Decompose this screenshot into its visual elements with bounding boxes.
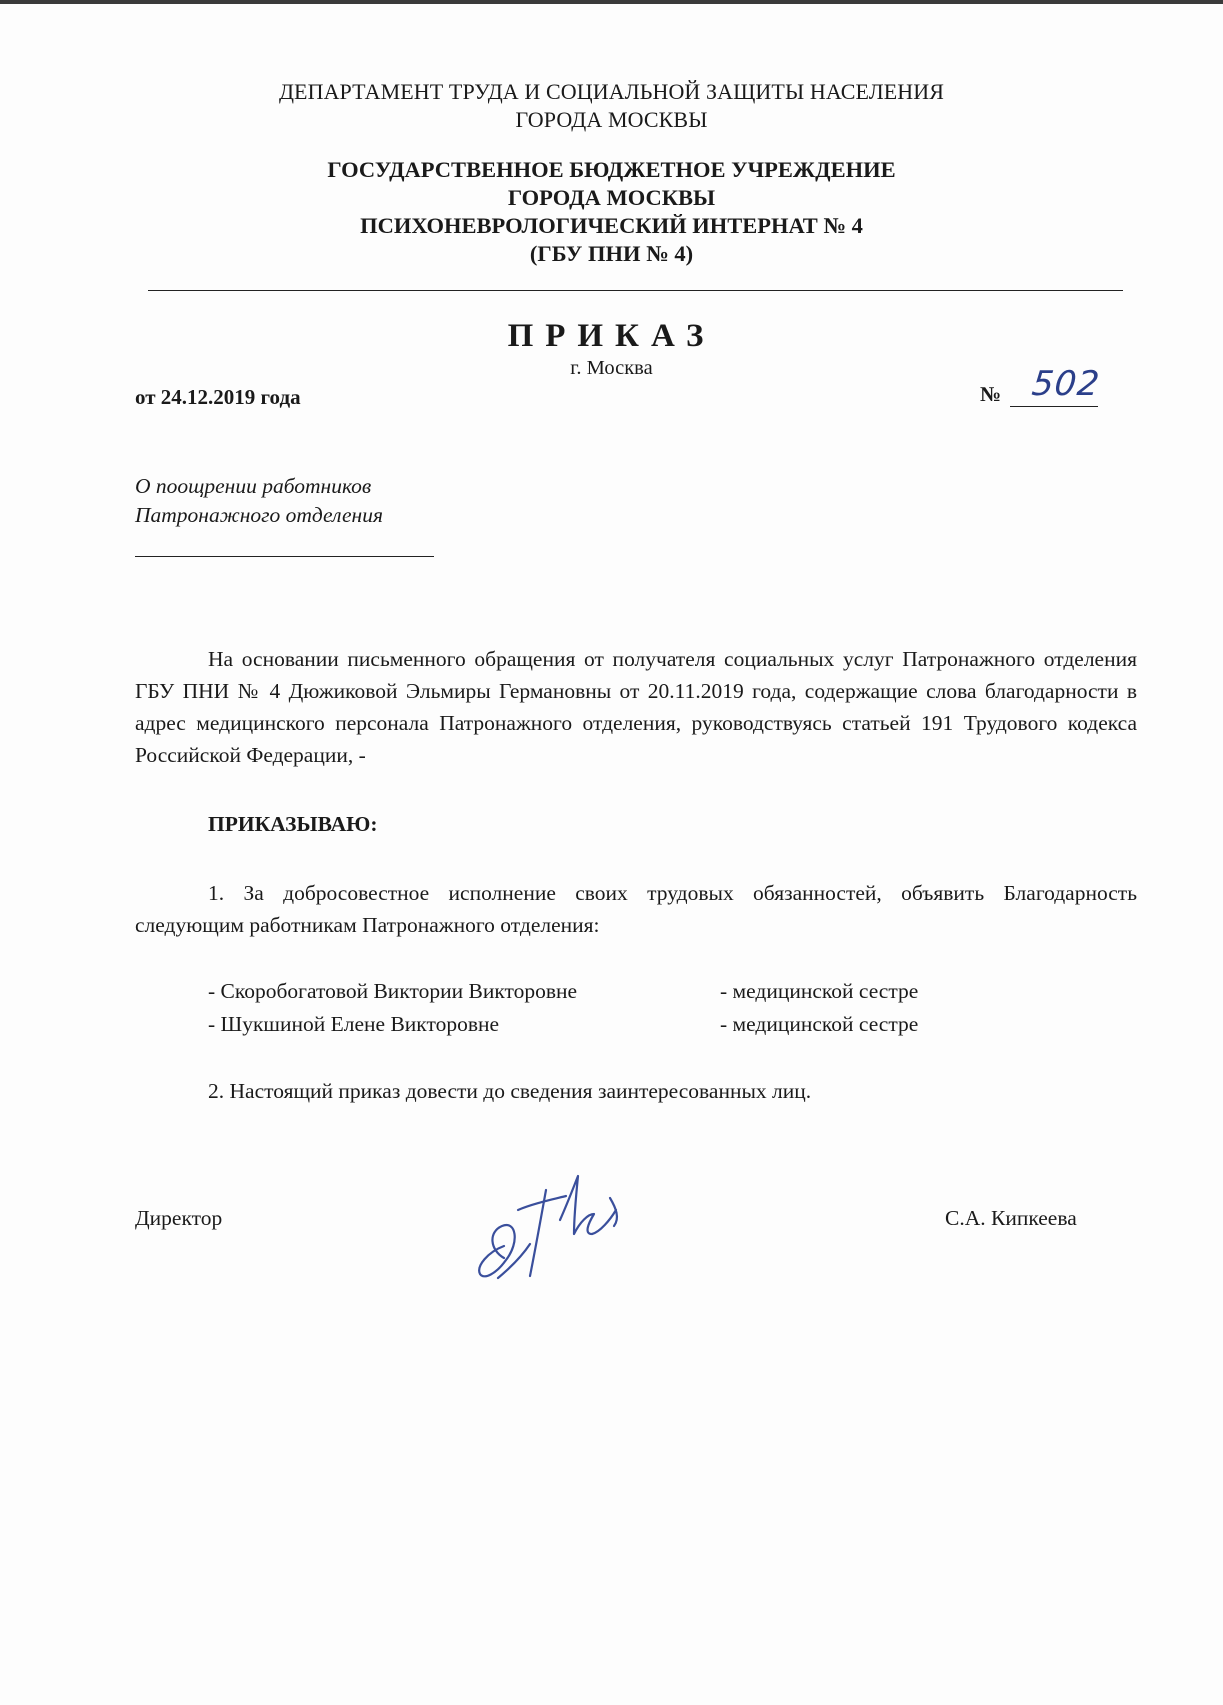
org-line-4: (ГБУ ПНИ № 4) [529, 241, 694, 266]
signatory-title: Директор [135, 1206, 223, 1230]
order-number-underline [1010, 406, 1098, 407]
order-item-2: 2. Настоящий приказ довести до сведения заинтересованных лиц. [208, 1079, 812, 1103]
department-header [0, 78, 1223, 134]
employee-name: - Шукшиной Елене Викторовне [208, 1012, 500, 1036]
scan-top-edge [0, 0, 1223, 4]
employee-role: - медицинской сестре [720, 1012, 919, 1036]
employee-name: - Скоробогатовой Виктории Викторовне [208, 979, 578, 1003]
department-line-2: ГОРОДА МОСКВЫ [515, 107, 708, 132]
header-divider [148, 290, 1123, 291]
order-date: от 24.12.2019 года [135, 385, 301, 409]
order-city: г. Москва [570, 357, 653, 379]
handwritten-signature [470, 1150, 670, 1295]
signatory-name: С.А. Кипкеева [945, 1206, 1077, 1230]
order-subject [135, 472, 383, 530]
org-line-3: ПСИХОНЕВРОЛОГИЧЕСКИЙ ИНТЕРНАТ № 4 [360, 213, 863, 238]
order-number-handwritten: 502 [1029, 364, 1103, 404]
org-line-1: ГОСУДАРСТВЕННОЕ БЮДЖЕТНОЕ УЧРЕЖДЕНИЕ [327, 157, 896, 182]
directive-heading: ПРИКАЗЫВАЮ: [208, 812, 378, 836]
employee-role: - медицинской сестре [720, 979, 919, 1003]
order-number-label: № [980, 382, 1002, 406]
organization-header [0, 156, 1223, 268]
order-title: ПРИКАЗ [507, 318, 716, 354]
preamble-paragraph: На основании письменного обращения от получателя социальных услуг Патронажного отделения ГБУ ПНИ № 4 Дюжиковой Эльмиры Германовны от 20.11.2019 года, содержащие слова благодарности в адрес медицинского персонала Патронажного отделения, руководствуясь статьей 191 Трудового кодекса Российской Федерации, - [135, 647, 1137, 767]
org-line-2: ГОРОДА МОСКВЫ [507, 185, 716, 210]
order-number [980, 366, 1120, 410]
subject-underline [135, 556, 434, 557]
department-line-1: ДЕПАРТАМЕНТ ТРУДА И СОЦИАЛЬНОЙ ЗАЩИТЫ НАСЕЛЕНИЯ [278, 79, 945, 104]
subject-line-1: О поощрении работников [135, 474, 372, 498]
order-item-1: 1. За добросовестное исполнение своих трудовых обязанностей, объявить Благодарность следующим работникам Патронажного отделения: [135, 881, 1137, 937]
subject-line-2: Патронажного отделения [135, 503, 383, 527]
